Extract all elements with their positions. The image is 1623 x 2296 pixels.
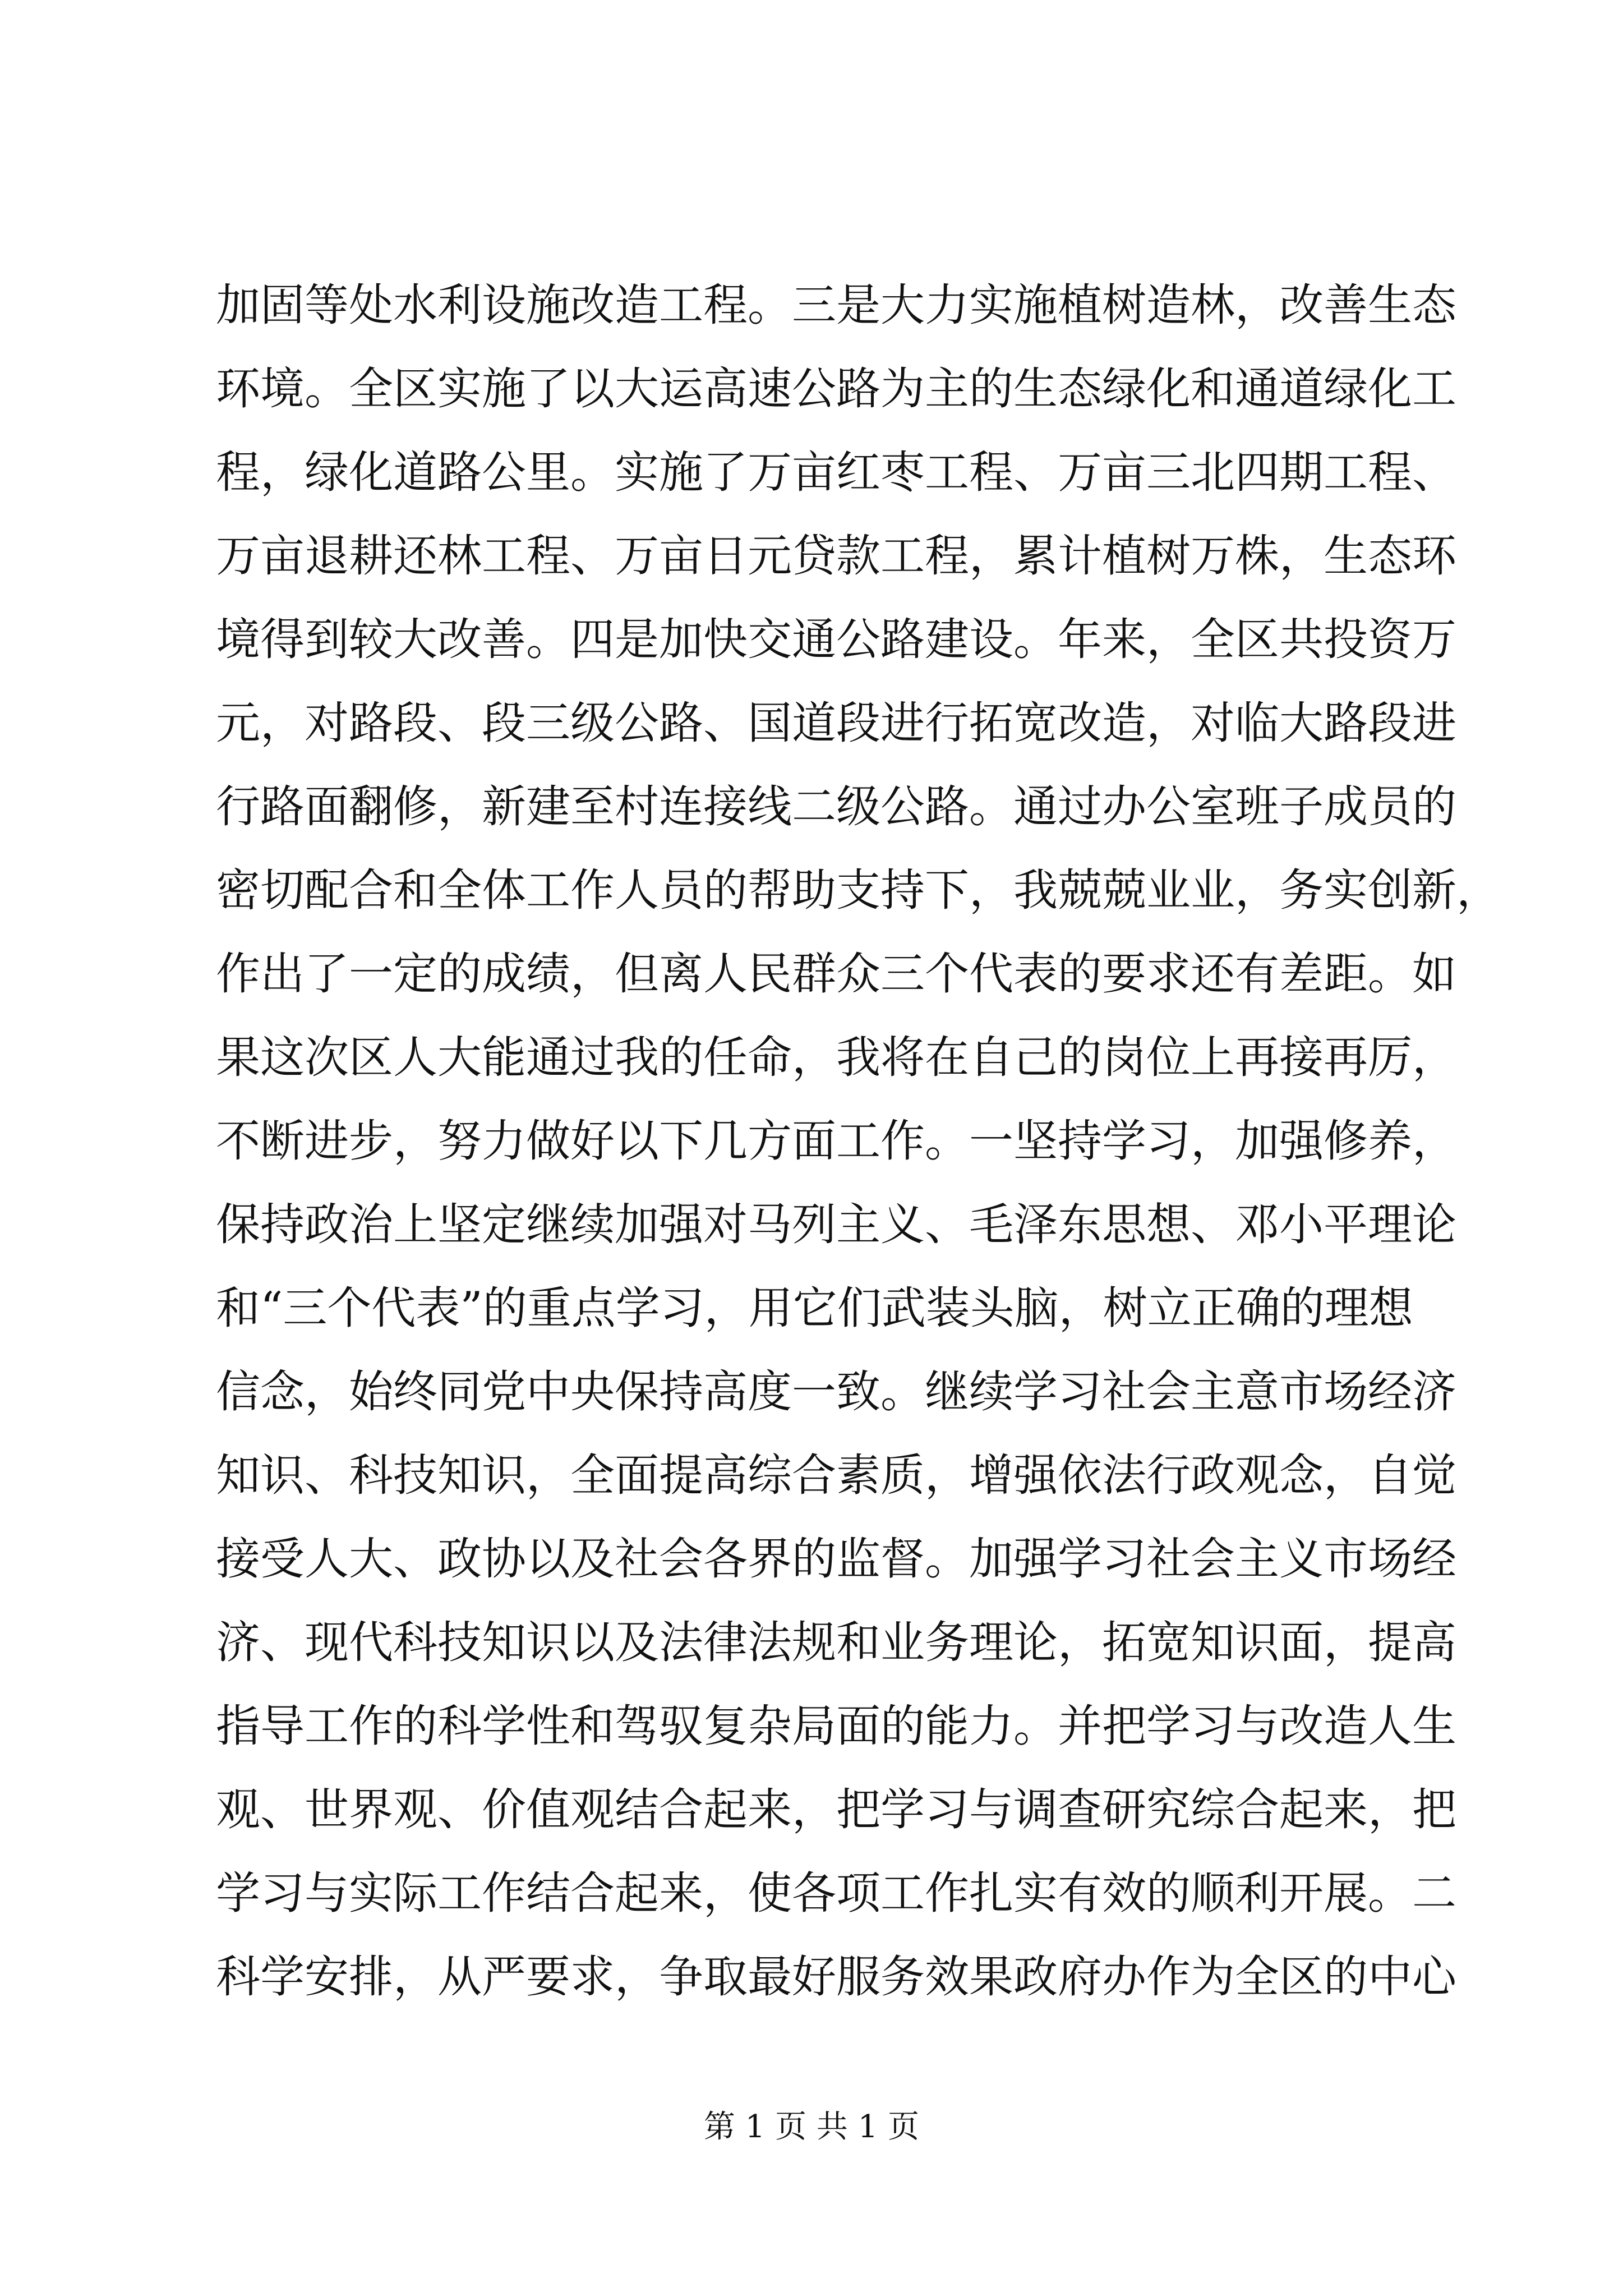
text-line: 信念，始终同党中央保持高度一致。继续学习社会主意市场经济	[216, 1366, 1456, 1418]
text-line: 和“三个代表”的重点学习，用它们武装头脑，树立正确的理想	[216, 1282, 1413, 1334]
text-line: 行路面翻修，新建至村连接线二级公路。通过办公室班子成员的	[216, 781, 1456, 832]
text-line: 元，对路段、段三级公路、国道段进行拓宽改造，对临大路段进	[216, 697, 1456, 749]
text-line: 学习与实际工作结合起来，使各项工作扎实有效的顺利开展。二	[216, 1867, 1456, 1919]
page-number-footer: 第 1 页 共 1 页	[703, 2109, 920, 2145]
text-line: 不断进步，努力做好以下几方面工作。一坚持学习，加强修养，	[216, 1115, 1456, 1167]
text-line: 观、世界观、价值观结合起来，把学习与调查研究综合起来，把	[216, 1784, 1456, 1835]
text-line: 程，绿化道路公里。实施了万亩红枣工程、万亩三北四期工程、	[216, 447, 1456, 498]
text-line: 加固等处水利设施改造工程。三是大力实施植树造林，改善生态	[216, 279, 1456, 331]
text-line: 接受人大、政协以及社会各界的监督。加强学习社会主义市场经	[216, 1533, 1456, 1585]
text-line: 密切配合和全体工作人员的帮助支持下，我兢兢业业，务实创新，	[216, 864, 1501, 916]
text-line: 作出了一定的成绩，但离人民群众三个代表的要求还有差距。如	[216, 948, 1456, 1000]
text-line: 保持政治上坚定继续加强对马列主义、毛泽东思想、邓小平理论	[216, 1199, 1456, 1250]
text-line: 果这次区人大能通过我的任命，我将在自己的岗位上再接再厉，	[216, 1032, 1456, 1083]
text-line: 万亩退耕还林工程、万亩日元贷款工程，累计植树万株，生态环	[216, 530, 1456, 582]
body-text	[216, 264, 1501, 2019]
text-line: 指导工作的科学性和驾驭复杂局面的能力。并把学习与改造人生	[216, 1700, 1456, 1752]
text-line: 环境。全区实施了以大运高速公路为主的生态绿化和通道绿化工	[216, 363, 1456, 415]
text-line: 科学安排，从严要求，争取最好服务效果政府办作为全区的中心	[216, 1951, 1456, 2003]
text-line: 济、现代科技知识以及法律法规和业务理论，拓宽知识面，提高	[216, 1617, 1456, 1668]
text-line: 境得到较大改善。四是加快交通公路建设。年来，全区共投资万	[216, 614, 1456, 665]
text-line: 知识、科技知识，全面提高综合素质，增强依法行政观念，自觉	[216, 1450, 1456, 1501]
